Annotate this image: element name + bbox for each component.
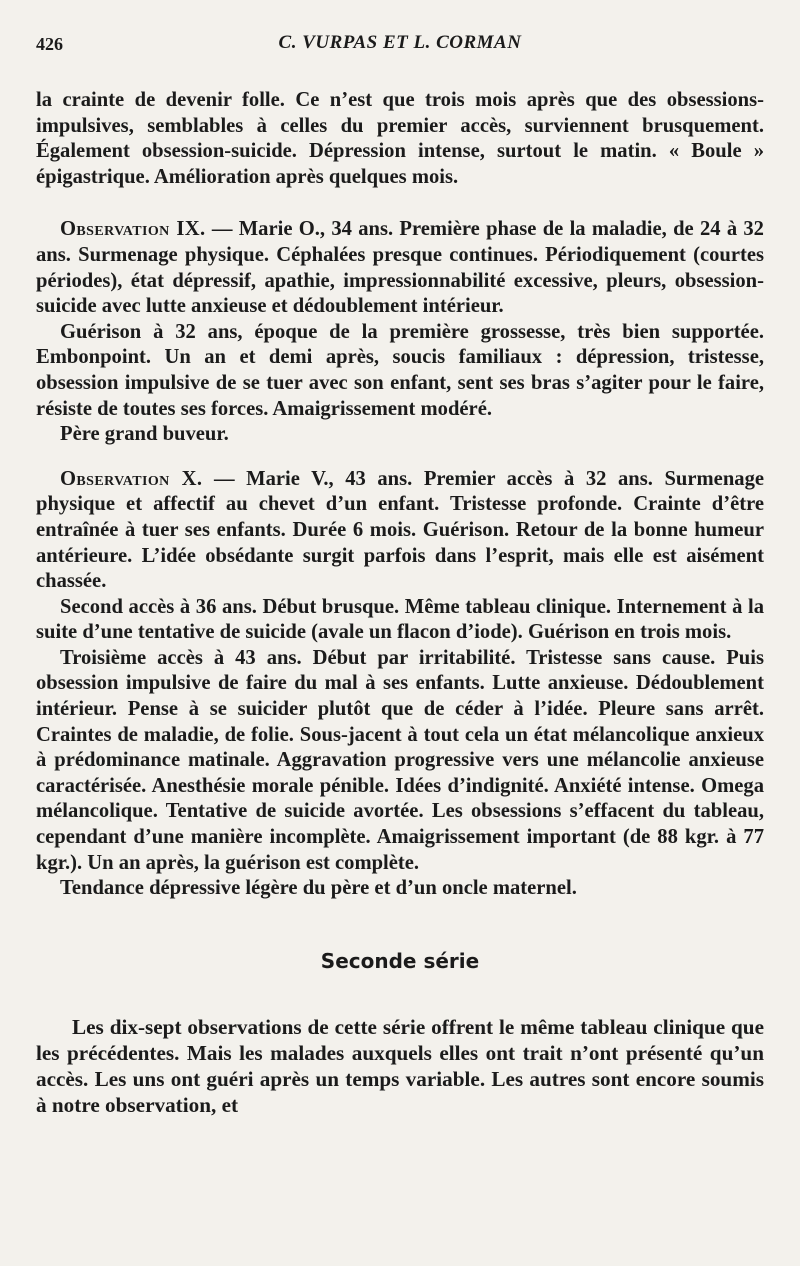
observation-label: Observation X.: [60, 467, 203, 490]
body-text: [36, 88, 764, 902]
observation-label: Observation IX.: [60, 218, 206, 241]
paragraph-observation-ix: [36, 217, 764, 319]
section-paragraph: Les dix-sept observations de cette série offrent le même tableau clinique que les précédentes. Mais les malades auxquels elles ont trait n’ont présenté qu’un accès. Les uns ont guéri après un temps variable. Les autres sont encore soumis à notre observation, et: [36, 1014, 764, 1118]
section-text: [36, 1014, 764, 1119]
page-number: 426: [36, 34, 63, 54]
paragraph: Père grand buveur.: [60, 423, 229, 446]
section-heading: Seconde série: [320, 948, 480, 973]
paragraph-observation-x: [36, 467, 764, 595]
paragraph: Guérison à 32 ans, époque de la première grossesse, très bien supportée. Embonpoint. Un an et demi après, soucis familiaux : dépression, tristesse, obsession impulsive de se tuer avec son enfant, sent ses bras s’agiter pour le faire, résiste de toutes ses forces. Amaigrissement modéré.: [36, 320, 764, 420]
paragraph: Second accès à 36 ans. Début brusque. Même tableau clinique. Internement à la suite d’une tentative de suicide (avale un flacon d’iode). Guérison en trois mois.: [36, 595, 764, 644]
paragraph-continuation: la crainte de devenir folle. Ce n’est que trois mois après que des obsessions-impulsives, semblables à celles du premier accès, surviennent brusquement. Également obsession-suicide. Dépression intense, surtout le matin. « Boule » épigastrique. Amélioration après quelques mois.: [36, 89, 764, 188]
paragraph: Tendance dépressive légère du père et d’un oncle maternel.: [60, 877, 577, 900]
observation-text: — Marie V., 43 ans. Premier accès à 32 ans. Surmenage physique et affectif au chevet d’un enfant. Tristesse profonde. Crainte d’être entraînée à tuer ses enfants. Durée 6 mois. Guérison. Retour de la bonne humeur antérieure. L’idée obsédante surgit parfois dans l’esprit, mais elle est aisément chassée.: [36, 467, 765, 593]
observation-text: — Marie O., 34 ans. Première phase de la maladie, de 24 à 32 ans. Surmenage physique. Céphalées presque continues. Périodiquement (courtes périodes), état dépressif, apathie, impressionnabilité excessive, pleurs, obsession-suicide avec lutte anxieuse et dédoublement intérieur.: [36, 218, 764, 318]
running-title: C. VURPAS ET L. CORMAN: [278, 32, 522, 53]
paragraph: Troisième accès à 43 ans. Début par irritabilité. Tristesse sans cause. Puis obsession impulsive de faire du mal à ses enfants. Lutte anxieuse. Dédoublement intérieur. Pense à se suicider plutôt que de céder à l’idée. Pleure sans arrêt. Craintes de maladie, de folie. Sous-jacent à tout cela un état mélancolique anxieux à prédominance matinale. Aggravation progressive vers une mélancolie anxieuse caractérisée. Anesthésie morale pénible. Idées d’indignité. Anxiété intense. Omega mélancolique. Tentative de suicide avortée. Les obsessions s’effacent du tableau, cependant d’une manière incomplète. Amaigrissement important (de 88 kgr. à 77 kgr.). Un an après, la guérison est complète.: [36, 646, 764, 874]
running-header: [36, 30, 764, 60]
